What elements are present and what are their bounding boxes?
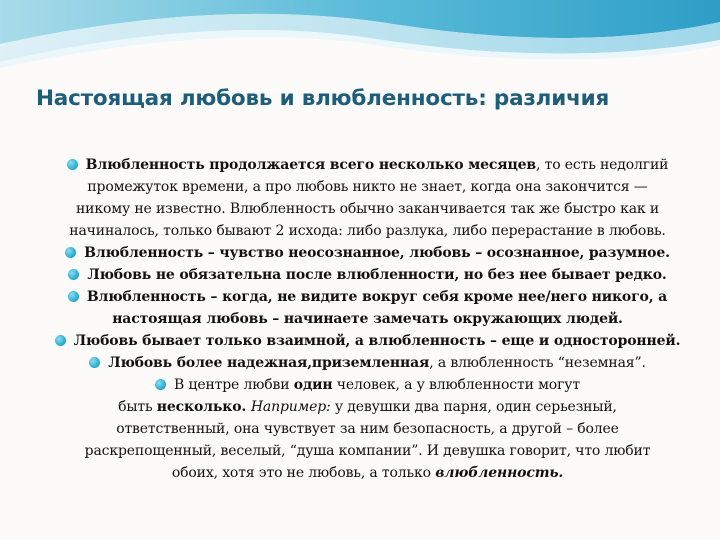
bullet-line: [40, 330, 695, 352]
bullet-dot-icon: [68, 291, 79, 302]
bullet-dot-icon: [65, 247, 76, 258]
bullet-text-segment: несколько.: [156, 399, 251, 415]
bullet-text-segment: , а влюбленность “неземная”.: [429, 355, 646, 371]
bullet-text-segment: Любовь бывает только взаимной, а влюбленность – еще и односторонней.: [73, 333, 681, 349]
bullet-text-segment: никому не известно. Влюбленность обычно заканчивается так же быстро как и: [75, 201, 660, 217]
bullet-line: [40, 418, 695, 440]
bullet-line: [40, 308, 695, 330]
bullet-text-segment: начиналось, только бывают 2 исхода: либо разлука, либо перерастание в любовь.: [69, 223, 666, 239]
bullet-item: [40, 330, 695, 352]
bullet-list: [40, 154, 695, 484]
header-wave-decoration: [0, 0, 720, 90]
bullet-item: [40, 242, 695, 264]
bullet-item: [40, 286, 695, 330]
bullet-dot-icon: [67, 159, 78, 170]
bullet-text-segment: , то есть недолгий: [536, 157, 669, 173]
bullet-line: [40, 462, 695, 484]
bullet-text-segment: В центре любви: [174, 377, 294, 393]
bullet-line: [40, 396, 695, 418]
bullet-line: [40, 264, 695, 286]
slide-title: Настоящая любовь и влюбленность: различия: [36, 86, 610, 111]
bullet-text-segment: Например:: [250, 399, 335, 415]
bullet-text-segment: Любовь не обязательна после влюбленности, но без нее бывает редко.: [87, 267, 667, 283]
bullet-text-segment: настоящая любовь – начинаете замечать окружающих людей.: [112, 311, 623, 327]
bullet-text-segment: у девушки два парня, один серьезный,: [334, 399, 617, 415]
bullet-text-segment: человек, а у влюбленности могут: [332, 377, 580, 393]
bullet-text-segment: один: [293, 377, 333, 393]
bullet-line: [40, 286, 695, 308]
bullet-dot-icon: [155, 379, 166, 390]
bullet-item: [40, 374, 695, 484]
bullet-line: [40, 374, 695, 396]
bullet-line: [40, 440, 695, 462]
bullet-line: [40, 220, 695, 242]
bullet-dot-icon: [68, 269, 79, 280]
bullet-line: [40, 176, 695, 198]
bullet-text-segment: влюбленность.: [435, 465, 564, 481]
bullet-dot-icon: [89, 357, 100, 368]
bullet-text-segment: промежуток времени, а про любовь никто не знает, когда она закончится —: [87, 179, 648, 195]
bullet-text-segment: Любовь более надежная,приземленная: [108, 355, 430, 371]
bullet-item: [40, 352, 695, 374]
bullet-item: [40, 264, 695, 286]
bullet-line: [40, 352, 695, 374]
bullet-text-segment: Влюбленность – чувство неосознанное, любовь – осознанное, разумное.: [84, 245, 670, 261]
bullet-text-segment: обоих, хотя это не любовь, а только: [171, 465, 436, 481]
bullet-text-segment: Влюбленность продолжается всего несколько месяцев: [85, 157, 537, 173]
bullet-text-segment: ответственный, она чувствует за ним безопасность, а другой – более: [116, 421, 619, 437]
bullet-text-segment: раскрепощенный, веселый, “душа компании”. И девушка говорит, что любит: [84, 443, 651, 459]
bullet-item: [40, 154, 695, 242]
bullet-dot-icon: [55, 335, 66, 346]
bullet-text-segment: Влюбленность – когда, не видите вокруг себя кроме нее/него никого, а: [86, 289, 668, 305]
bullet-line: [40, 242, 695, 264]
bullet-line: [40, 198, 695, 220]
bullet-line: [40, 154, 695, 176]
bullet-text-segment: быть: [118, 399, 157, 415]
